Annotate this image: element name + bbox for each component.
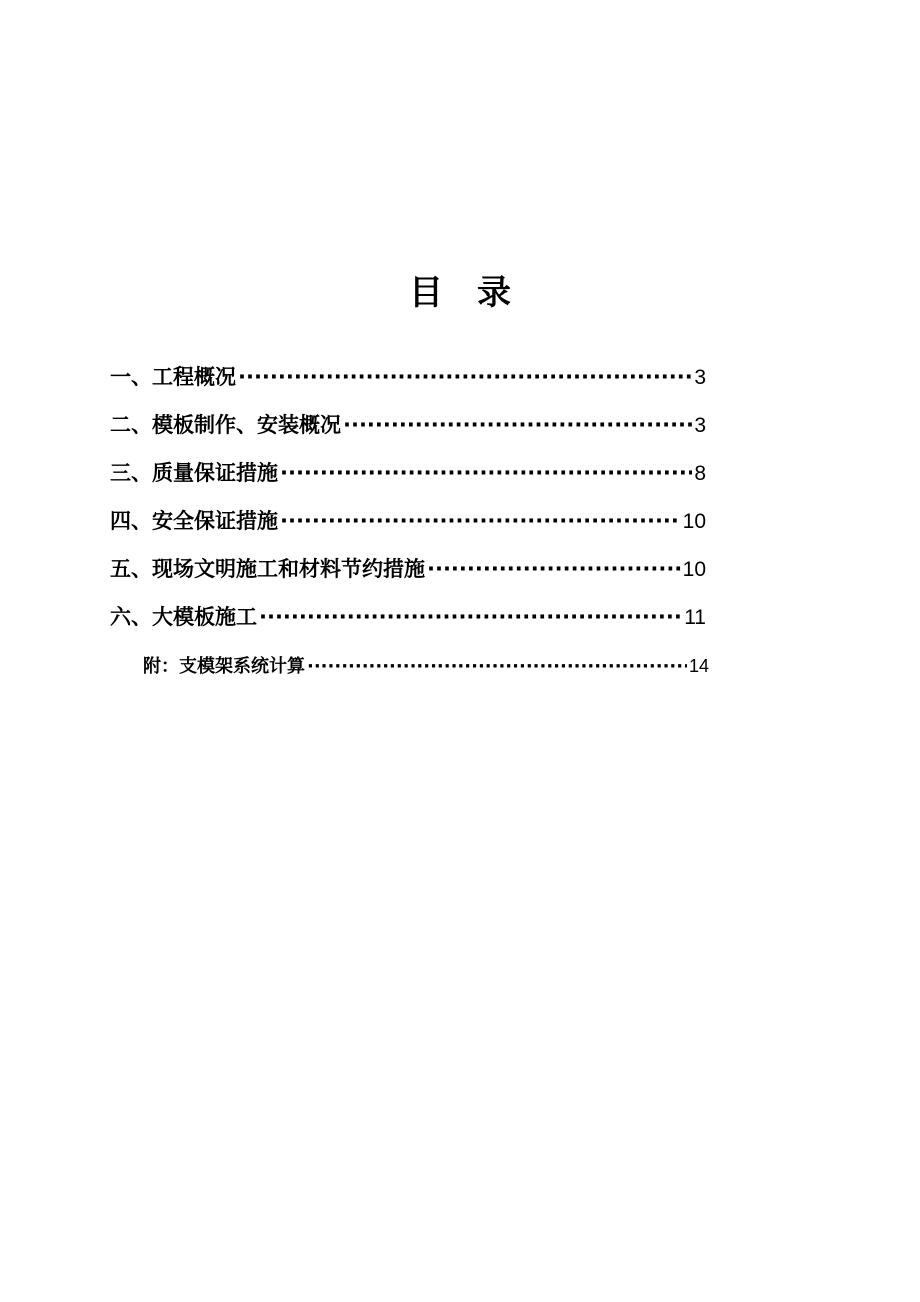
toc-dot-leader xyxy=(307,653,687,681)
toc-entry-label: 三、质量保证措施 xyxy=(110,461,278,485)
toc-entry-page: 3 xyxy=(694,414,706,437)
toc-entry-1[interactable] xyxy=(110,362,706,393)
toc-entry-label: 六、大模板施工 xyxy=(110,605,257,629)
toc-appendix-entry[interactable] xyxy=(143,652,709,681)
toc-entry-label: 附：支模架系统计算 xyxy=(143,656,305,677)
toc-entry-label: 一、工程概况 xyxy=(110,365,236,389)
toc-dot-leader xyxy=(259,602,682,632)
toc-entry-2[interactable] xyxy=(110,410,706,441)
toc-dot-leader xyxy=(427,554,681,584)
toc-entry-label: 五、现场文明施工和材料节约措施 xyxy=(110,557,425,581)
toc-entry-4[interactable] xyxy=(110,506,706,537)
toc-entry-5[interactable] xyxy=(110,554,706,585)
toc-dot-leader xyxy=(343,410,692,440)
toc-entry-3[interactable] xyxy=(110,458,706,489)
toc-entry-page: 11 xyxy=(684,606,706,629)
toc-entry-page: 3 xyxy=(694,366,706,389)
toc-dot-leader xyxy=(280,458,692,488)
toc-dot-leader xyxy=(238,362,692,392)
toc-title: 目 录 xyxy=(409,272,511,313)
toc-entry-label: 四、安全保证措施 xyxy=(110,509,278,533)
toc-entry-page: 10 xyxy=(682,510,706,533)
toc-entry-page: 10 xyxy=(682,558,706,581)
toc-dot-leader xyxy=(280,506,681,536)
toc-entry-6[interactable] xyxy=(110,602,706,633)
toc-entry-page: 14 xyxy=(688,656,709,676)
toc-entry-label: 二、模板制作、安装概况 xyxy=(110,413,341,437)
toc-entry-page: 8 xyxy=(694,462,706,485)
